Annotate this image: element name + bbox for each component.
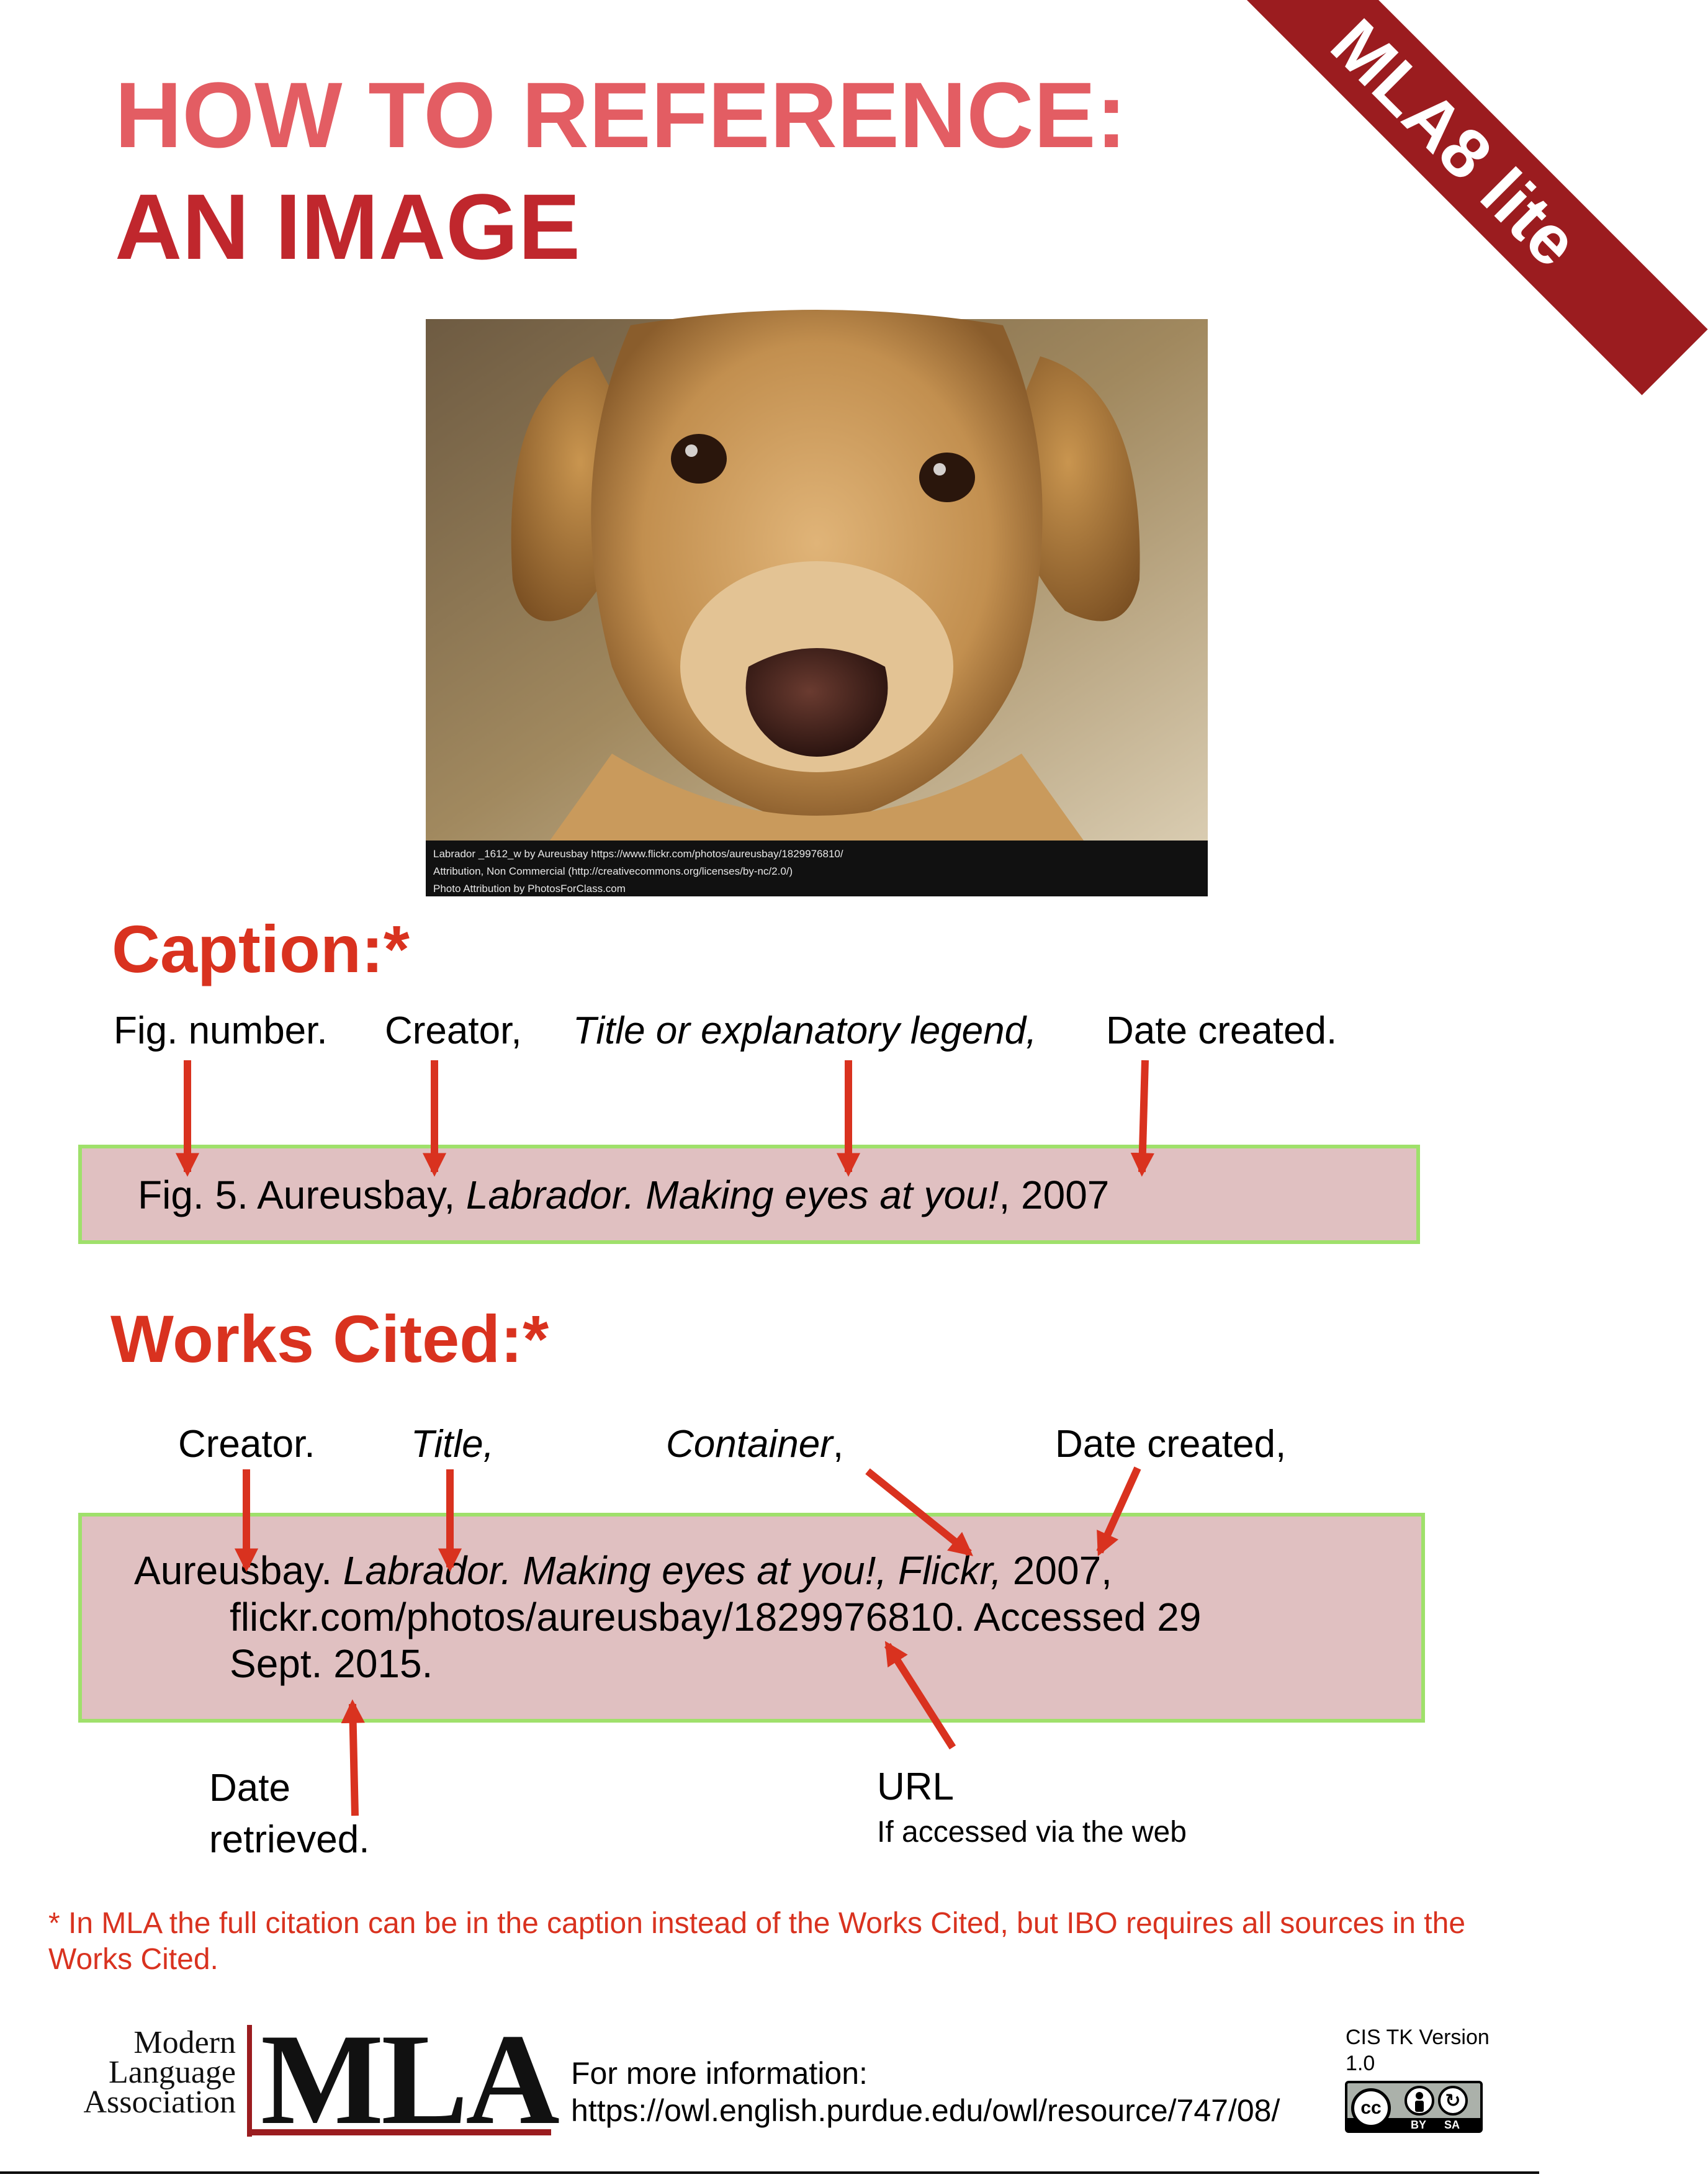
wc-label-url-note: If accessed via the web bbox=[877, 1816, 1187, 1849]
wc-example-creator: Aureusbay. bbox=[134, 1548, 343, 1593]
version-number: 1.0 bbox=[1346, 2052, 1375, 2075]
mla-logo-word-1: Modern bbox=[133, 2025, 236, 2060]
works-cited-example-box bbox=[78, 1513, 1425, 1723]
mla-logo-words bbox=[50, 2025, 236, 2120]
labrador-dog-image bbox=[426, 319, 1208, 841]
wc-label-container-comma: , bbox=[832, 1423, 844, 1466]
cc-by-text: BY bbox=[1411, 2119, 1427, 2131]
mla-logo-word-2: Language bbox=[108, 2055, 236, 2090]
wc-example-line-3: Sept. 2015. bbox=[230, 1641, 433, 1686]
more-info-link[interactable]: https://owl.english.purdue.edu/owl/resource/747/08/ bbox=[571, 2093, 1280, 2128]
wc-example-title: Labrador. Making eyes at you!, Flickr, bbox=[343, 1548, 1002, 1593]
version-label: CIS TK Version bbox=[1346, 2026, 1490, 2049]
caption-heading: Caption:* bbox=[112, 911, 410, 986]
wc-label-container-word: Container bbox=[666, 1423, 833, 1466]
mla-logo-letters: MLA bbox=[261, 2008, 557, 2152]
footnote: * In MLA the full citation can be in the caption instead of the Works Cited, but IBO requires all sources in the Works Cited. bbox=[48, 1907, 1466, 1976]
label-date-created: Date created. bbox=[1106, 1009, 1337, 1052]
wc-example-line-2: flickr.com/photos/aureusbay/1829976810. Accessed 29 bbox=[230, 1595, 1202, 1639]
by-person-icon bbox=[1405, 2086, 1434, 2116]
caption-example-prefix: Fig. 5. Aureusbay, bbox=[138, 1173, 466, 1217]
photo-credit-line-3: Photo Attribution by PhotosForClass.com bbox=[433, 883, 626, 895]
wc-label-title: Title, bbox=[411, 1423, 494, 1466]
sa-share-alike-icon: ↻ bbox=[1438, 2086, 1468, 2116]
labrador-photo bbox=[426, 319, 1208, 896]
caption-example-text bbox=[138, 1172, 1109, 1219]
label-creator: Creator, bbox=[385, 1009, 522, 1052]
mla-logo-vertical-bar bbox=[247, 2025, 252, 2137]
wc-label-date-retrieved-2: retrieved. bbox=[209, 1818, 370, 1861]
cc-icon-text: cc bbox=[1360, 2098, 1382, 2118]
label-title-legend: Title or explanatory legend, bbox=[573, 1009, 1037, 1052]
cc-by-sa-badge bbox=[1345, 2081, 1483, 2133]
label-fig-number: Fig. number. bbox=[114, 1009, 328, 1052]
works-cited-heading: Works Cited:* bbox=[110, 1301, 549, 1376]
wc-label-creator: Creator. bbox=[178, 1423, 315, 1466]
page-title-line-1: HOW TO REFERENCE: bbox=[115, 63, 1127, 167]
ribbon-text: MLA8 lite bbox=[1316, 4, 1594, 282]
wc-example-line-1 bbox=[134, 1548, 1112, 1594]
more-info-label: For more information: bbox=[571, 2056, 868, 2091]
photo-credit bbox=[433, 845, 1203, 898]
wc-label-date-created: Date created, bbox=[1055, 1423, 1287, 1466]
bottom-rule bbox=[0, 2171, 1539, 2174]
caption-example-box bbox=[78, 1145, 1420, 1244]
photo-credit-line-1: Labrador _1612_w by Aureusbay https://www.flickr.com/photos/aureusbay/1829976810/ bbox=[433, 848, 843, 860]
wc-label-date-retrieved-1: Date bbox=[209, 1767, 290, 1810]
page-title-line-2: AN IMAGE bbox=[115, 174, 580, 279]
caption-example-suffix: , 2007 bbox=[999, 1173, 1110, 1217]
caption-example-title: Labrador. Making eyes at you! bbox=[465, 1173, 999, 1217]
mla8-lite-ribbon bbox=[1203, 0, 1707, 395]
wc-label-url: URL bbox=[877, 1765, 955, 1808]
cc-icon bbox=[1351, 2088, 1391, 2128]
cc-sa-text: SA bbox=[1444, 2119, 1460, 2131]
wc-label-container bbox=[666, 1425, 843, 1464]
photo-credit-line-2: Attribution, Non Commercial (http://creativecommons.org/licenses/by-nc/2.0/) bbox=[433, 865, 793, 877]
mla-logo-word-3: Association bbox=[83, 2085, 236, 2120]
wc-example-date: 2007, bbox=[1002, 1548, 1112, 1593]
